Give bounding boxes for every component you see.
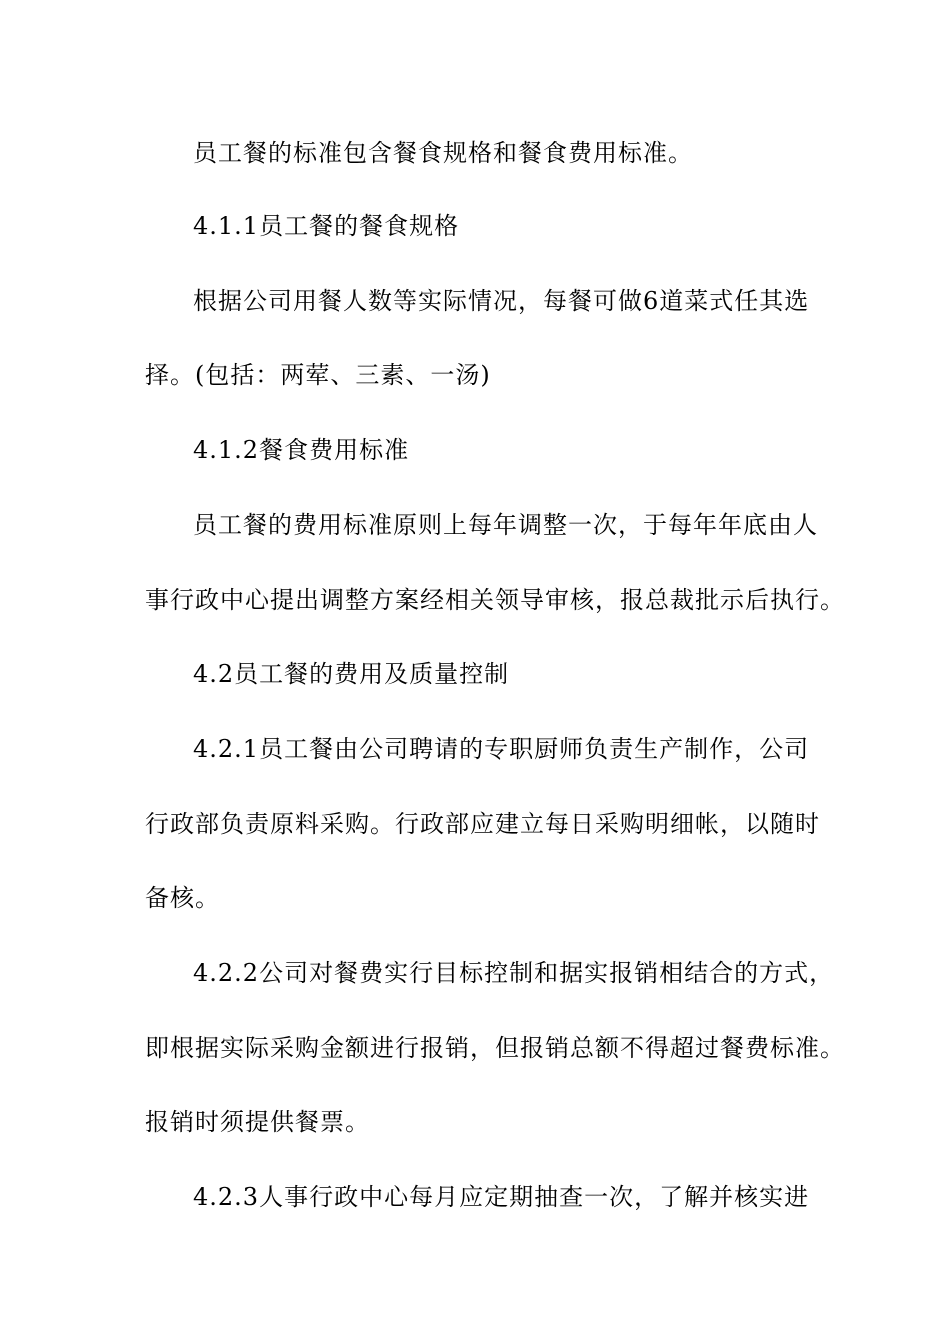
paragraph-line-7: 事行政中心提出调整方案经相关领导审核，报总裁批示后执行。: [145, 586, 845, 614]
paragraph-line-12: 4.2.2公司对餐费实行目标控制和据实报销相结合的方式，: [193, 959, 835, 987]
paragraph-line-11: 备核。: [145, 884, 220, 912]
paragraph-line-10: 行政部负责原料采购。行政部应建立每日采购明细帐，以随时: [145, 810, 820, 838]
section-heading-4-1-2: 4.1.2餐食费用标准: [193, 436, 410, 464]
section-heading-4-2: 4.2员工餐的费用及质量控制: [193, 660, 510, 688]
paragraph-line-6: 员工餐的费用标准原则上每年调整一次，于每年年底由人: [193, 511, 818, 539]
paragraph-line-15: 4.2.3人事行政中心每月应定期抽查一次，了解并核实进: [193, 1183, 810, 1211]
paragraph-line-1: 员工餐的标准包含餐食规格和餐食费用标准。: [193, 139, 693, 167]
paragraph-line-3: 根据公司用餐人数等实际情况，每餐可做6道菜式任其选: [193, 287, 810, 315]
paragraph-line-9: 4.2.1员工餐由公司聘请的专职厨师负责生产制作，公司: [193, 735, 810, 763]
paragraph-line-13: 即根据实际采购金额进行报销，但报销总额不得超过餐费标准。: [145, 1034, 845, 1062]
section-heading-4-1-1: 4.1.1员工餐的餐食规格: [193, 212, 460, 240]
paragraph-line-4: 择。(包括：两荤、三素、一汤): [145, 361, 491, 389]
paragraph-line-14: 报销时须提供餐票。: [145, 1108, 370, 1136]
